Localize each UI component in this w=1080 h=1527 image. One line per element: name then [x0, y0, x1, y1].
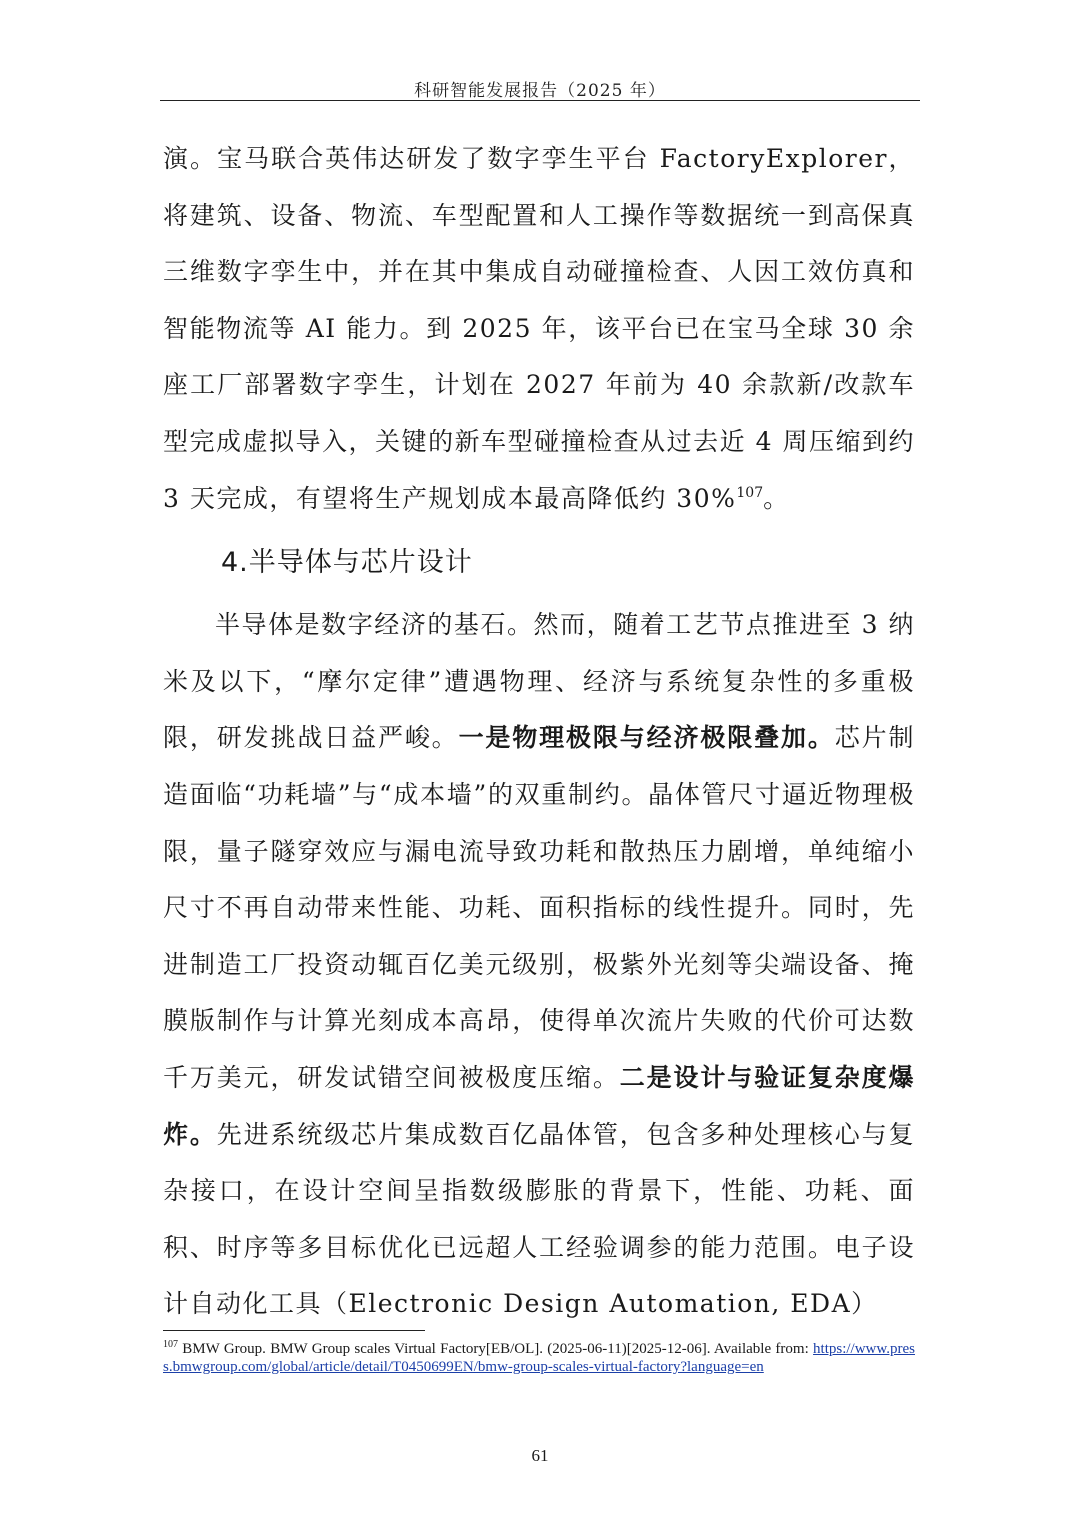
footnote-text: BMW Group. BMW Group scales Virtual Factory[EB/OL]. (2025-06-11)[2025-12-06]. Available from: — [178, 1341, 814, 1357]
point-2-text: 先进系统级芯片集成数百亿晶体管，包含多种处理核心与复杂接口，在设计空间呈指数级膨胀的背景下，性能、功耗、面积、时序等多目标优化已远超人工经验调参的能力范围。电子设计自动化工具（Electronic Design Automation, EDA） — [163, 1119, 915, 1319]
paragraph-bmw-digital-twin — [163, 131, 915, 527]
paragraph-semiconductor — [163, 597, 915, 1333]
paragraph-text: 演。宝马联合英伟达研发了数字孪生平台 FactoryExplorer，将建筑、设备、物流、车型配置和人工操作等数据统一到高保真三维数字孪生中，并在其中集成自动碰撞检查、人因工效仿真和智能物流等 AI 能力。到 2025 年，该平台已在宝马全球 30 余座工厂部署数字孪生，计划在 2027 年前为 40 余款新/改款车型完成虚拟导入，关键的新车型碰撞检查从过去近 4 周压缩到约 3 天完成，有望将生产规划成本最高降低约 30% — [163, 144, 915, 513]
footnote-reference[interactable]: 107 — [736, 484, 764, 501]
header-rule — [160, 100, 920, 101]
paragraph-end: 。 — [763, 483, 790, 513]
point-2-title: 二是设计与验证复杂度爆炸。 — [163, 1062, 915, 1149]
running-header: 科研智能发展报告（2025 年） — [414, 81, 666, 101]
point-1-text: 芯片制造面临“功耗墙”与“成本墙”的双重制约。晶体管尺寸逼近物理极限，量子隧穿效应与漏电流导致功耗和散热压力剧增，单纯缩小尺寸不再自动带来性能、功耗、面积指标的线性提升。同时，先进制造工厂投资动辄百亿美元级别，极紫外光刻等尖端设备、掩膜版制作与计算光刻成本高昂，使得单次流片失败的代价可达数千万美元，研发试错空间被极度压缩。 — [163, 723, 915, 1092]
point-1-title: 一是物理极限与经济极限叠加。 — [458, 723, 835, 753]
footnote-rule — [163, 1330, 425, 1331]
body-text — [163, 131, 915, 1333]
footnote-number: 107 — [163, 1339, 178, 1350]
footnote — [163, 1340, 915, 1376]
page-number: 61 — [531, 1446, 549, 1465]
paragraph-intro: 半导体是数字经济的基石。然而，随着工艺节点推进至 3 纳米及以下，“摩尔定律”遭遇物理、经济与系统复杂性的多重极限，研发挑战日益严峻。 — [163, 610, 915, 753]
section-heading: 4.半导体与芯片设计 — [221, 547, 473, 579]
footnote-link[interactable]: https://www.press.bmwgroup.com/global/article/detail/T0450699EN/bmw-group-scales-virtual-factory?language=en — [163, 1341, 915, 1375]
